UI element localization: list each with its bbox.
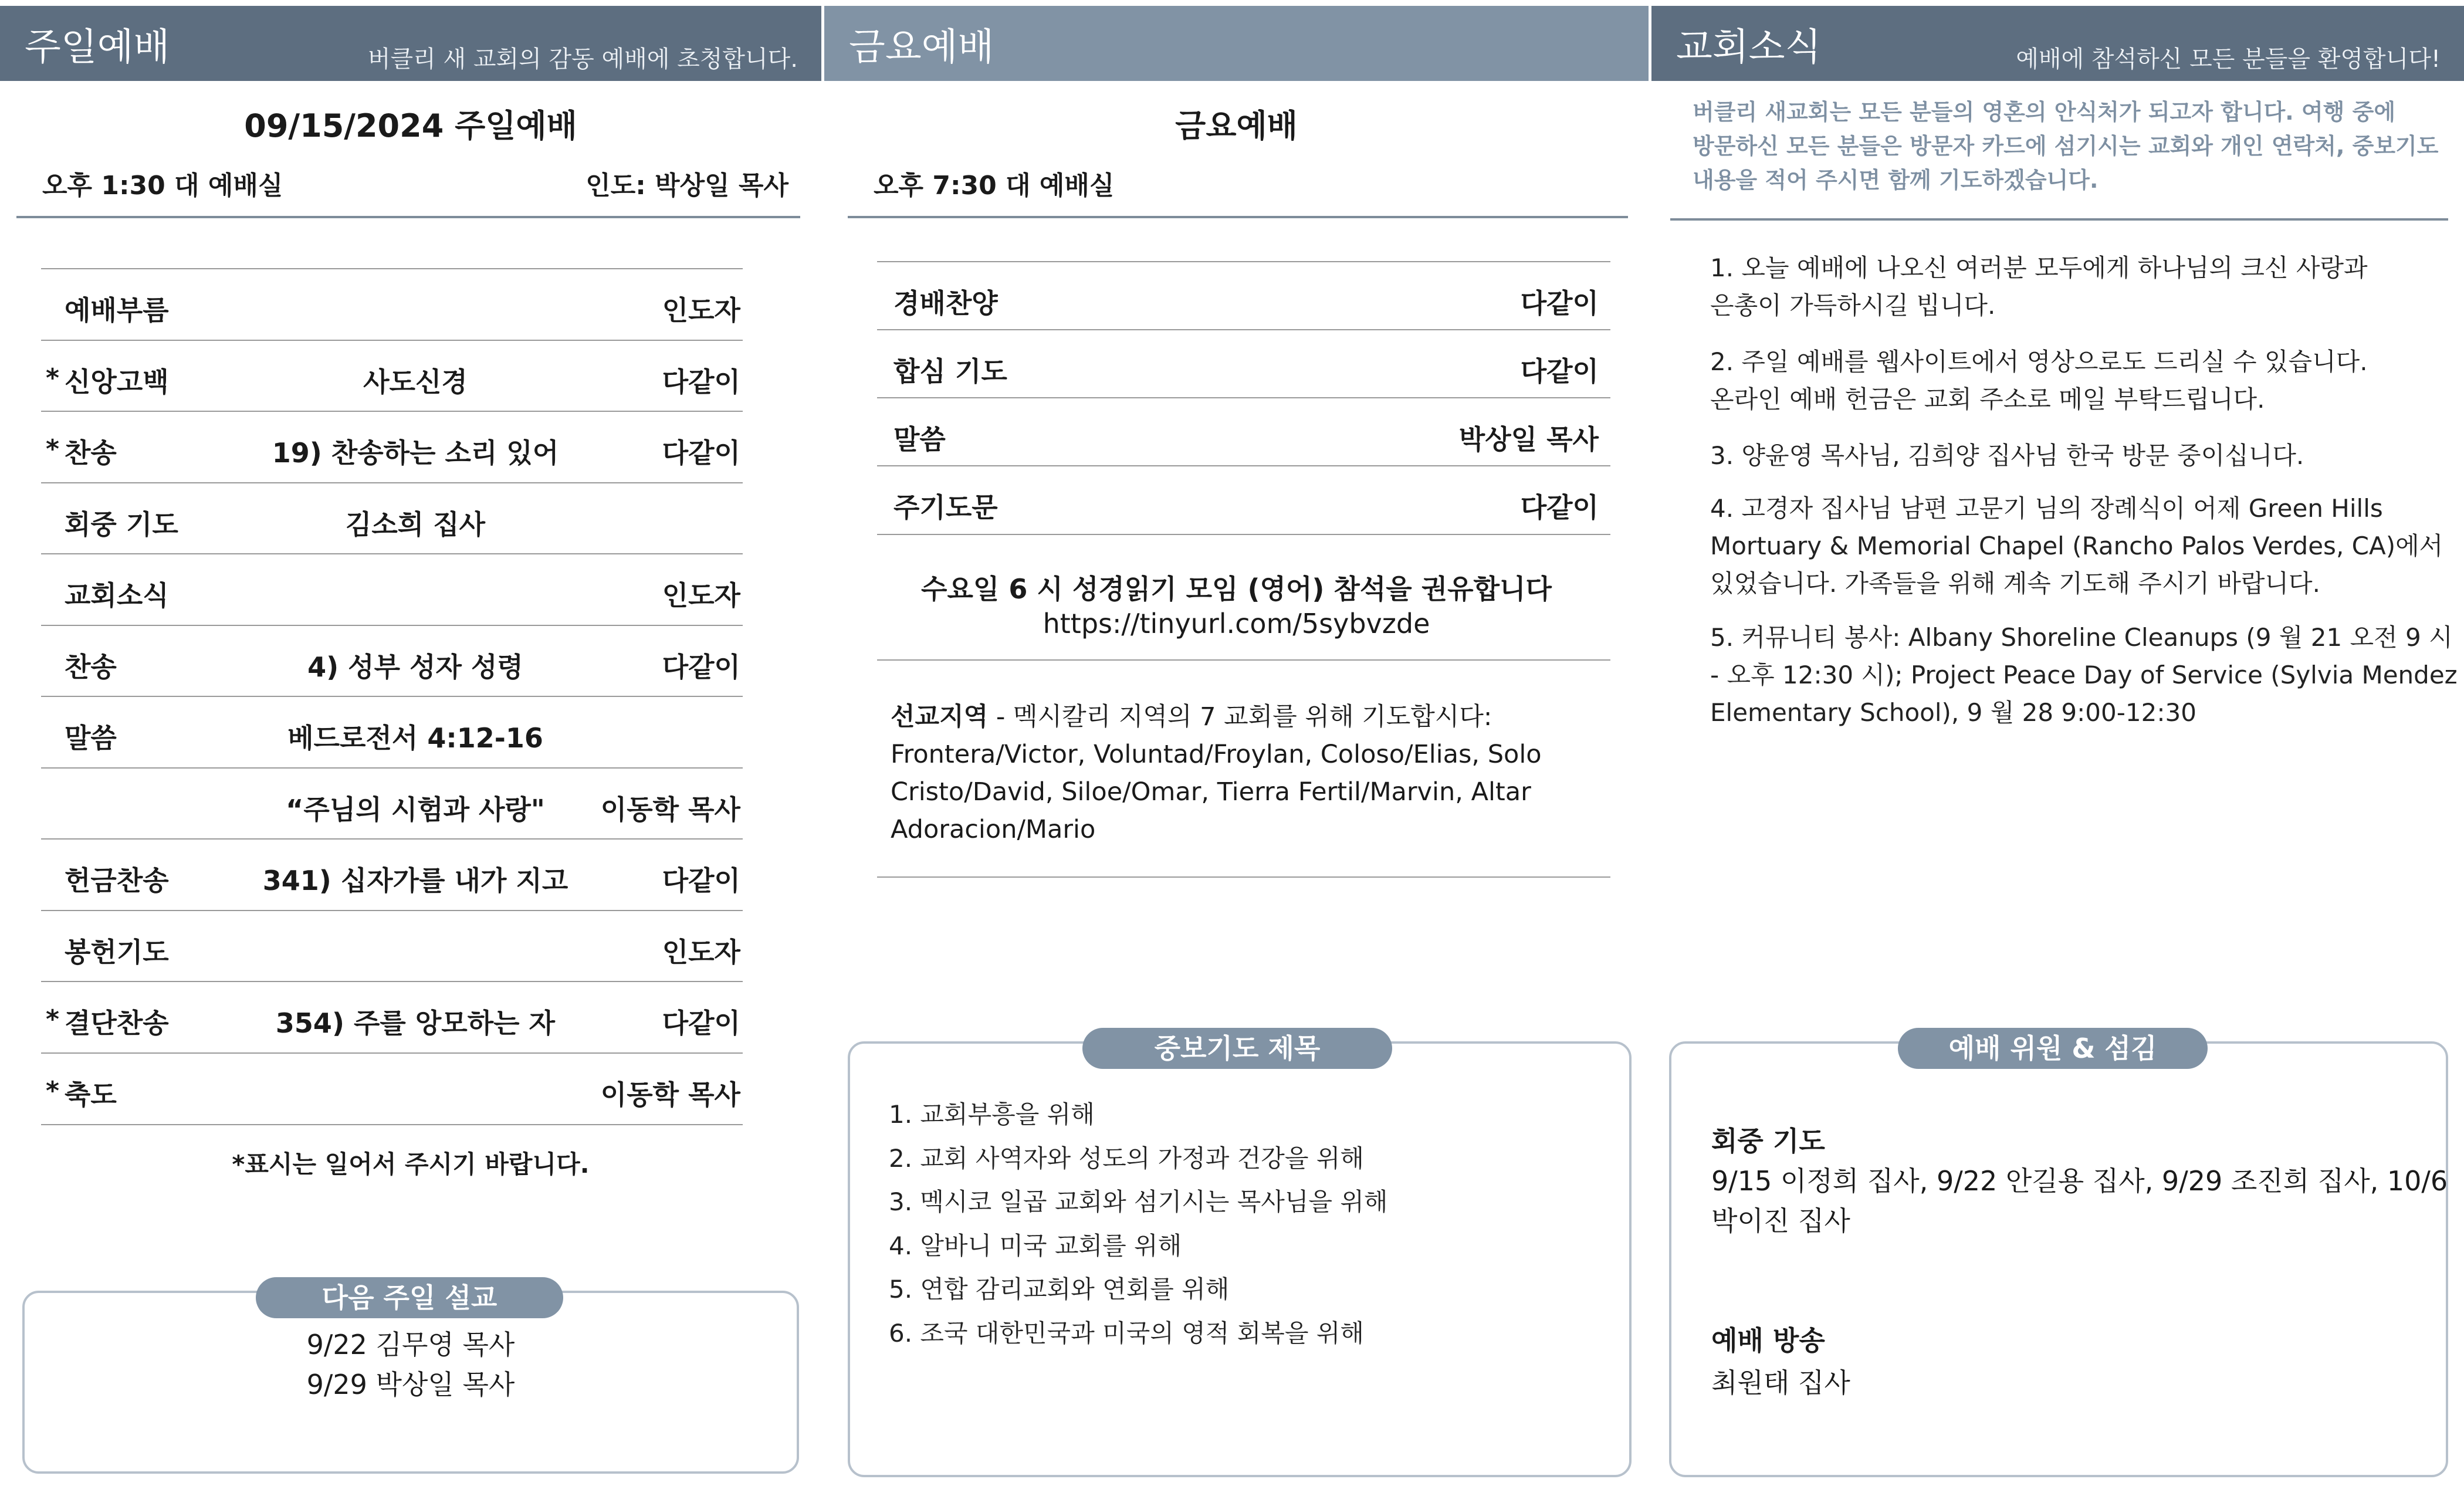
worship-row-label: 축도 [65, 1078, 117, 1111]
worship-row [41, 767, 743, 839]
worship-row-right: 다같이 [662, 1007, 740, 1039]
worship-row [41, 910, 743, 981]
worship-row-star: * [46, 434, 60, 464]
prayer-item: 5. 연합 감리교회와 연회를 위해 [889, 1275, 1230, 1304]
worship-row-right: 다같이 [662, 651, 740, 683]
worship-row [41, 411, 743, 482]
friday-title: 금요예배 [1175, 107, 1298, 144]
worship-row-right: 인도자 [662, 936, 740, 968]
worship-row-middle: 19) 찬송하는 소리 있어 [272, 437, 559, 469]
standing-note: *표시는 일어서 주시기 바랍니다. [232, 1150, 590, 1179]
worship-row-star: * [46, 1004, 60, 1034]
worship-row [41, 1052, 743, 1125]
worship-row-label: 신앙고백 [65, 365, 169, 398]
friday-row-right: 박상일 목사 [1458, 424, 1599, 455]
news-item-line: 3. 양윤영 목사님, 김희양 집사님 한국 방문 중이십니다. [1710, 441, 2304, 470]
next-week-title: 다음 주일 설교 [256, 1277, 563, 1318]
sunday-header-title: 주일예배 [25, 26, 170, 69]
news-item [1710, 437, 2414, 475]
friday-row [877, 261, 1610, 330]
friday-row-label: 주기도문 [893, 492, 998, 523]
divider [1670, 218, 2448, 221]
worship-row-right: 인도자 [662, 295, 740, 326]
worship-row-right: 다같이 [662, 437, 740, 469]
welcome-line: 내용을 적어 주시면 함께 기도하겠습니다. [1693, 167, 2099, 193]
worship-row-label: 헌금찬송 [65, 865, 169, 896]
friday-row [877, 329, 1610, 398]
friday-row-label: 말씀 [893, 424, 946, 455]
divider [877, 876, 1610, 878]
wednesday-note: 수요일 6 시 성경읽기 모임 (영어) 참석을 권유합니다 [921, 573, 1552, 605]
sunday-leader: 인도: 박상일 목사 [585, 171, 788, 201]
worship-row-right: 인도자 [662, 580, 740, 611]
friday-row-right: 다같이 [1520, 287, 1599, 319]
news-item [1710, 619, 2458, 732]
worship-row [41, 340, 743, 411]
news-item [1710, 490, 2443, 603]
worship-row-right: 다같이 [662, 365, 740, 398]
news-item-line: 있었습니다. 가족들을 위해 계속 기도해 주시기 바랍니다. [1710, 569, 2320, 598]
broadcast-heading: 예배 방송 [1711, 1325, 1825, 1356]
divider [877, 659, 1610, 661]
news-item-line: 1. 오늘 예배에 나오신 여러분 모두에게 하나님의 크신 사랑과 [1710, 253, 2368, 282]
worship-row [41, 838, 743, 910]
welcome-line: 버클리 새교회는 모든 분들의 영혼의 안식처가 되고자 합니다. 여행 중에 [1693, 99, 2396, 125]
friday-row-label: 합심 기도 [893, 356, 1007, 387]
mission-line: Frontera/Victor, Voluntad/Froylan, Coloso/Elias, Solo [891, 740, 1542, 769]
worship-row-middle: 김소희 집사 [345, 508, 486, 540]
news-item [1710, 249, 2414, 324]
sunday-time-place: 오후 1:30 대 예배실 [42, 171, 283, 201]
worship-row-label: 찬송 [65, 437, 117, 469]
news-item-line: Mortuary & Memorial Chapel (Rancho Palos Verdes, CA)에서 [1710, 532, 2443, 560]
worship-row-middle: 4) 성부 성자 성령 [307, 651, 523, 683]
news-item-line: - 오후 12:30 시); Project Peace Day of Service (Sylvia Mendez [1710, 661, 2458, 689]
worship-row-label: 결단찬송 [65, 1007, 169, 1039]
mission-line: Adoracion/Mario [891, 815, 1096, 844]
prayer-heading: 회중 기도 [1711, 1125, 1825, 1157]
worship-row-right: 이동학 목사 [600, 1078, 740, 1111]
news-panel [1651, 0, 2464, 1496]
worship-row [41, 553, 743, 625]
service-title: 예배 위원 & 섬김 [1898, 1028, 2208, 1069]
friday-panel [824, 0, 1649, 1496]
broadcast-name: 최원태 집사 [1711, 1367, 1850, 1399]
news-item-line: 은총이 가득하시길 빕니다. [1710, 291, 1996, 320]
worship-row [41, 625, 743, 696]
mission-block [891, 698, 1542, 848]
mission-line: Cristo/David, Siloe/Omar, Tierra Fertil/Marvin, Altar [891, 777, 1531, 807]
news-header-title: 교회소식 [1676, 26, 1822, 69]
worship-row-label: 교회소식 [65, 580, 169, 611]
prayer-title: 중보기도 제목 [1082, 1028, 1392, 1069]
worship-row-right: 다같이 [662, 865, 740, 896]
worship-row-label: 말씀 [65, 722, 117, 754]
friday-header-title: 금요예배 [849, 26, 994, 69]
prayer-item: 4. 알바니 미국 교회를 위해 [889, 1231, 1182, 1260]
worship-row-label: 찬송 [65, 651, 117, 683]
sunday-panel [0, 0, 821, 1496]
welcome-line: 방문하신 모든 분들은 방문자 카드에 섬기시는 교회와 개인 연락처, 중보기도 [1693, 133, 2439, 159]
prayer-item: 1. 교회부흥을 위해 [889, 1100, 1095, 1129]
service-box [1669, 1041, 2448, 1477]
worship-row-star: * [46, 363, 60, 393]
news-item-line: 온라인 예배 헌금은 교회 주소로 메일 부탁드립니다. [1710, 385, 2265, 414]
mission-line: - 멕시칼리 지역의 7 교회를 위해 기도합시다: [988, 702, 1492, 732]
worship-row-middle: 베드로전서 4:12-16 [287, 722, 543, 754]
worship-row-middle: 사도신경 [363, 365, 468, 398]
worship-row-right: 이동학 목사 [600, 793, 740, 825]
worship-row-middle: 354) 주를 앙모하는 자 [275, 1007, 556, 1039]
friday-row [877, 465, 1610, 535]
worship-row-middle: 341) 십자가를 내가 지고 [262, 865, 568, 896]
worship-row [41, 268, 743, 340]
worship-row [41, 981, 743, 1052]
prayer-schedule-line: 박이진 집사 [1711, 1205, 1850, 1237]
sunday-title: 09/15/2024 주일예배 [244, 107, 577, 144]
news-item-line: 2. 주일 예배를 웹사이트에서 영상으로도 드리실 수 있습니다. [1710, 347, 2368, 376]
wednesday-link[interactable]: https://tinyurl.com/5sybvzde [1043, 608, 1430, 639]
news-item-line: Elementary School), 9 월 28 9:00-12:30 [1710, 698, 2196, 727]
worship-row [41, 696, 743, 767]
divider [16, 216, 800, 218]
sunday-header-subtitle: 버클리 새 교회의 감동 예배에 초청합니다. [367, 46, 798, 73]
mission-label: 선교지역 [891, 702, 989, 732]
friday-row-right: 다같이 [1520, 356, 1599, 387]
worship-row-label: 회중 기도 [65, 508, 178, 540]
prayer-item: 2. 교회 사역자와 성도의 가정과 건강을 위해 [889, 1143, 1364, 1173]
worship-row-middle: “주님의 시험과 사랑" [286, 793, 545, 825]
worship-row-star: * [46, 1075, 60, 1106]
divider [848, 216, 1628, 218]
worship-row-label: 봉헌기도 [65, 936, 169, 968]
prayer-schedule-line: 9/15 이정희 집사, 9/22 안길용 집사, 9/29 조진희 집사, 10/6 [1711, 1165, 2448, 1197]
welcome-text [1693, 95, 2439, 197]
worship-row [41, 482, 743, 554]
friday-row-label: 경배찬양 [893, 287, 998, 319]
news-item-line: 5. 커뮤니티 봉사: Albany Shoreline Cleanups (9 월 21 오전 9 시 [1710, 623, 2453, 652]
friday-time-place: 오후 7:30 대 예배실 [874, 171, 1115, 201]
friday-row [877, 397, 1610, 466]
news-item [1710, 343, 2414, 418]
friday-header [824, 6, 1649, 81]
news-item-line: 4. 고경자 집사님 남편 고문기 님의 장례식이 어제 Green Hills [1710, 494, 2383, 523]
sunday-header [0, 6, 821, 81]
next-week-line: 9/22 김무영 목사 [306, 1329, 515, 1360]
news-header [1651, 6, 2464, 81]
prayer-schedule [1711, 1161, 2448, 1241]
next-week-line: 9/29 박상일 목사 [306, 1369, 515, 1400]
prayer-item: 6. 조국 대한민국과 미국의 영적 회복을 위해 [889, 1318, 1364, 1348]
prayer-item: 3. 멕시코 일곱 교회와 섬기시는 목사님을 위해 [889, 1187, 1388, 1216]
worship-row-label: 예배부름 [65, 295, 169, 326]
news-header-subtitle: 예배에 참석하신 모든 분들을 환영합니다! [2016, 46, 2441, 73]
friday-row-right: 다같이 [1520, 492, 1599, 523]
